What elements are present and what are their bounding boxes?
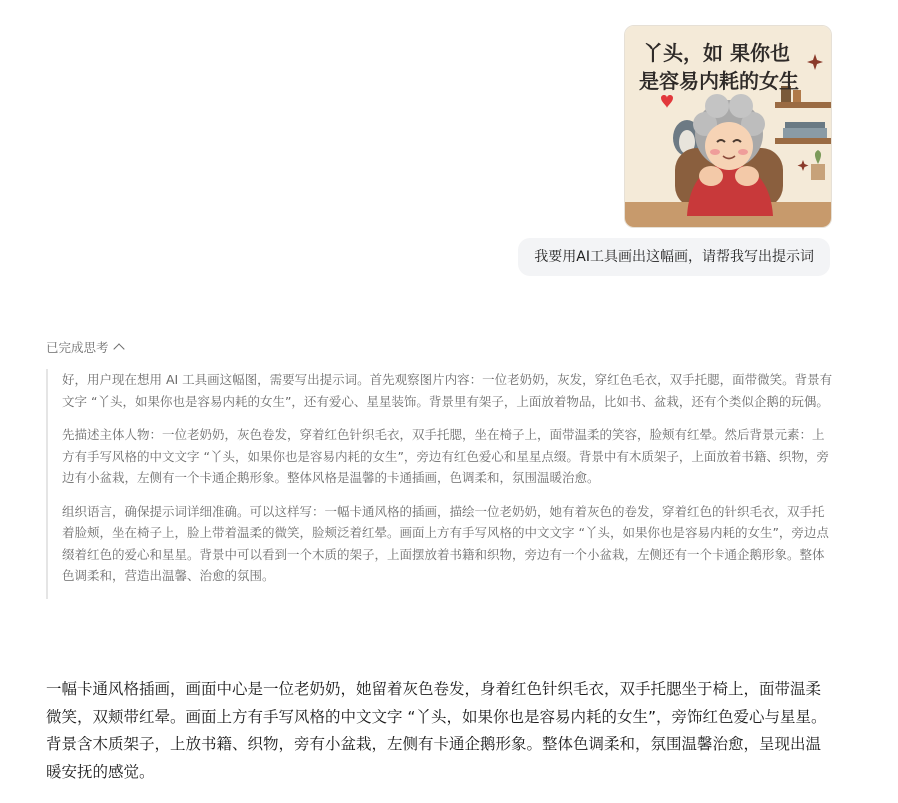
thinking-content (46, 369, 838, 599)
user-message-bubble: 我要用AI工具画出这幅画，请帮我写出提示词 (518, 238, 830, 276)
assistant-answer: 一幅卡通风格插画，画面中心是一位老奶奶，她留着灰色卷发，身着红色针织毛衣，双手托腮坐于椅上，面带温柔微笑，双颊带红晕。画面上方有手写风格的中文文字 “丫头，如果你也是容易内耗的女生”，旁饰红色爱心与星星。背景含木质架子，上放书籍、织物，旁有小盆栽，左侧有卡通企鹅形象。整体色调柔和，氛围温馨治愈，呈现出温暖安抚的感觉。 (46, 680, 827, 781)
thinking-toggle[interactable] (46, 338, 123, 356)
illustration-headline-line2: 是容易内耗的女生 (639, 69, 799, 93)
uploaded-illustration[interactable] (624, 25, 832, 228)
thinking-paragraph: 组织语言，确保提示词详细准确。可以这样写：一幅卡通风格的插画，描绘一位老奶奶，她有着灰色的卷发，穿着红色的针织毛衣，双手托着脸颊，坐在椅子上，脸上带着温柔的微笑，脸颊泛着红晕。画面上方有手写风格的中文文字 “丫头，如果你也是容易内耗的女生”，旁边点缀着红色的爱心和星星。背景中可以看到一个木质的架子，上面摆放着书籍和织物，旁边有一个小盆栽，左侧还有一个卡通企鹅形象。整体色调柔和，营造出温馨、治愈的氛围。 (62, 503, 829, 583)
thinking-toggle-label: 已完成思考 (46, 340, 109, 355)
illustration-headline-line1: 丫头，如 果你也 (643, 41, 790, 65)
thinking-paragraph: 好，用户现在想用 AI 工具画这幅图，需要写出提示词。首先观察图片内容：一位老奶奶，灰发，穿红色毛衣，双手托腮，面带微笑。背景有文字 “丫头，如果你也是容易内耗的女生”，还有爱心、星星装饰。背景里有架子，上面放着物品，比如书、盆栽，还有个类似企鹅的玩偶。 (62, 372, 833, 409)
thinking-paragraph: 先描述主体人物：一位老奶奶，灰色卷发，穿着红色针织毛衣，双手托腮，坐在椅子上，面带温柔的笑容，脸颊有红晕。然后背景元素：上方有手写风格的中文文字 “丫头，如果你也是容易内耗的女生”，旁边有红色爱心和星星点缀。背景中有木质架子，上面放着书籍、织物，旁边有小盆栽，左侧有一个卡通企鹅形象。整体风格是温馨的卡通插画，色调柔和，氛围温暖治愈。 (62, 427, 829, 485)
chevron-up-icon (113, 343, 124, 354)
